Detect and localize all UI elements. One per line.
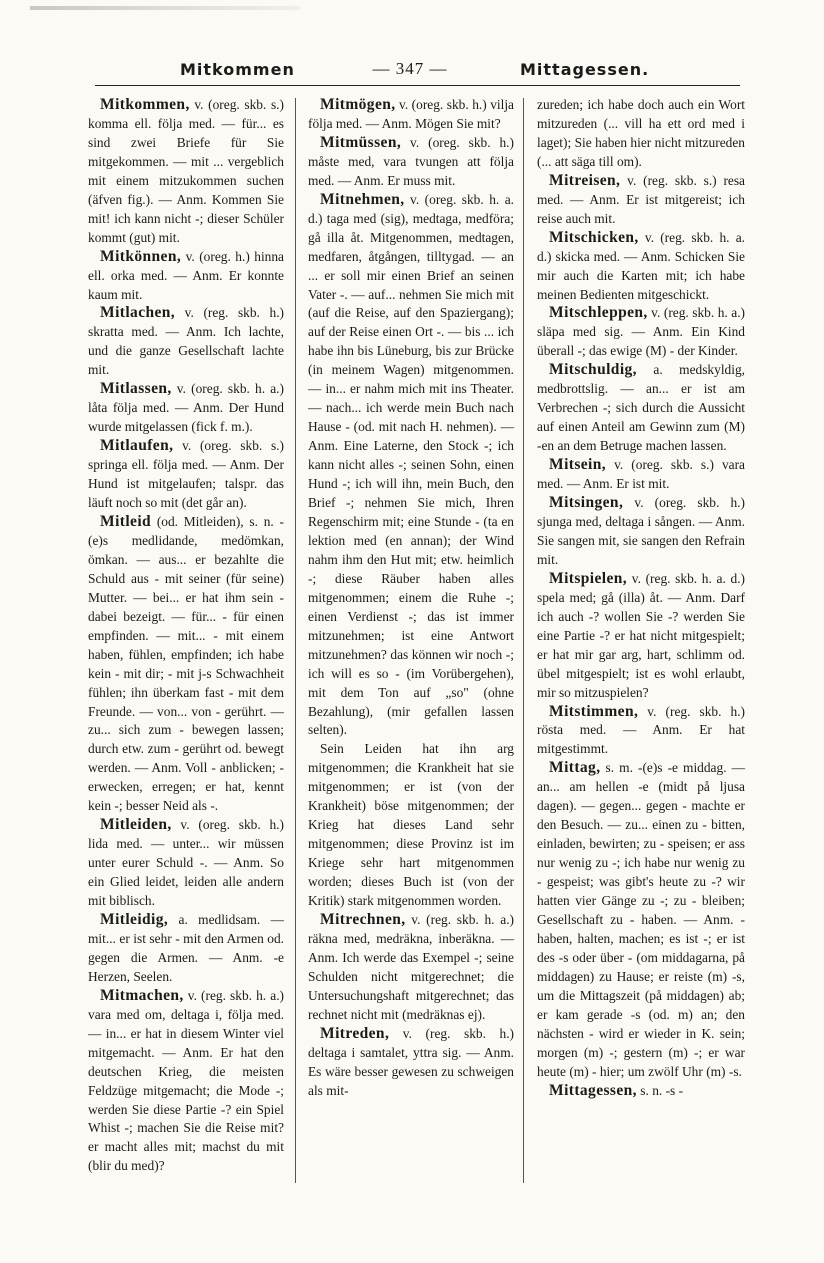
dictionary-entry	[537, 304, 745, 361]
entry-headword: Mitschleppen,	[549, 304, 648, 322]
dictionary-entry	[88, 380, 284, 437]
entry-body: v. (reg. skb. h.) deltaga i samtalet, yttra sig. — Anm. Es wäre besser gewesen zu schweigen als mit-	[308, 1025, 514, 1098]
dictionary-entry	[308, 191, 514, 741]
dictionary-entry	[308, 740, 514, 911]
entry-body: zureden; ich habe doch auch ein Wort mitzureden (... vill ha ett ord med i laget); Sie haben hier nicht mitzureden (... att säga till om).	[537, 97, 745, 169]
entry-headword: Mitleiden,	[100, 816, 172, 834]
entry-body: v. (reg. skb. s.) resa med. — Anm. Er ist mitgereist; ich reise auch mit.	[537, 172, 745, 226]
column-divider	[295, 98, 296, 1183]
entry-headword: Mitkommen,	[100, 96, 190, 113]
running-head-right: Mittagessen.	[520, 60, 650, 79]
column-2	[308, 96, 514, 1101]
entry-headword: Mitkönnen,	[100, 247, 182, 265]
scan-artifact	[30, 6, 300, 10]
entry-headword: Mitlachen,	[100, 304, 176, 322]
dictionary-entry	[308, 96, 514, 134]
entry-body: (od. Mitleiden), s. n. -(e)s medlidande, medömkan, ömkan. — aus... er bezahlte die Schuld aus - mit seiner (für seine) Mutter. — bei... er hat ihm sein - dabei bezeigt. — für... - für einen empfinden. — mit... - mit einem haben, fühlen, empfinden; ich habe kein - mit dir; - mit j-s Schwachheit fühlen; ihn überkam fast - mit dem Freunde. — von... von - gerührt. — zu... sich zum - bewegen lassen; durch etw. zum - gerührt od. bewegt werden. — Anm. Voll - anblicken; - erwecken, erregen; er hat, kennt kein -; besser Neid als -.	[88, 513, 284, 814]
entry-headword: Mitsingen,	[549, 494, 624, 512]
entry-body: a. medskyldig, medbrottslig. — an... er ist am Verbrechen -; sich durch die Aussicht auf einen Anteil am Gewinn zum (M) -en an dem Betruge machen lassen.	[537, 362, 745, 454]
entry-body: v. (oreg. skb. h. a.) låta följa med. — Anm. Der Hund wurde mitgelassen (fick f. m.).	[88, 381, 284, 435]
header-rule	[95, 85, 740, 86]
entry-headword: Mitleid	[100, 512, 152, 530]
dictionary-entry	[308, 134, 514, 191]
dictionary-entry	[88, 437, 284, 513]
entry-body: v. (reg. skb. h. a. d.) skicka med. — Anm. Schicken Sie mir auch die Karten mit; ich habe meinen Bedienten mitgeschickt.	[537, 229, 745, 302]
entry-body: v. (oreg. skb. s.) komma ell. följa med. — für... es sind zwei Briefe für Sie mitgekommen. — mit ... vergeblich mit einem mitzukommen suchen (äfven fig.). — Anm. Kommen Sie mit! ich kann nicht -; dieser Schüler kommt (gut) mit.	[88, 97, 284, 245]
entry-body: v. (oreg. h.) hinna ell. orka med. — Anm. Er konnte kaum mit.	[88, 248, 284, 302]
dictionary-entry	[537, 229, 745, 305]
dictionary-entry	[537, 361, 745, 456]
dictionary-entry	[537, 96, 745, 172]
entry-headword: Mitmögen,	[320, 96, 396, 113]
entry-headword: Mitrechnen,	[320, 910, 406, 928]
entry-body: v. (reg. skb. h. a.) räkna med, medräkna, inberäkna. — Anm. Ich werde das Exempel -; seine Schulden nicht mitgerechnet; die Untersuchungshaft mitgerechnet; das rechnet nicht mit (medräknas ej).	[308, 911, 514, 1022]
entry-body: v. (oreg. skb. h. a. d.) taga med (sig), medtaga, medföra; gå illa åt. Mitgenommen, medtagen, medfaren, åtgången, tilltygad. — an ... er soll mir einen Brief an seinen Vater -. — auf... nehmen Sie mich mit (auf die Reise, auf den Spaziergang); auf der Reise einen Ort -. — bis ... ich habe ihn bis Lüneburg, bis zur Brücke (in meinem Wagen) mitgenommen. — in... er nahm mich mit ins Theater. — nach... ich werde mein Buch nach Hause - (od. mit nach H. nehmen). — Anm. Eine Laterne, den Stock -; ich kann nicht alles -; seinen Sohn, einen Hund -; ich will ihn, mein Buch, den Brief -; nehmen Sie mich, Ihren Regenschirm mit; eine Stunde - (ta en lektion med (en annan); der Wind nahm ihm den Hut mit; etw. heimlich -; diese Räuber haben alles mitgenommen; einem die Ruhe -; einen Verdienst -; das ist immer mitzunehmen; ist eine Antwort mitzunehmen? das können wir noch -; ich will es so - (im Vorübergehen), mit dem Ton auf „so" (ohne Bezahlung), (mir gefallen lassen selten).	[308, 191, 514, 738]
entry-body: v. (oreg. skb. h.) vilja följa med. — Anm. Mögen Sie mit?	[308, 97, 514, 131]
page-number: — 347 —	[372, 59, 448, 78]
dictionary-entry	[537, 1082, 745, 1101]
dictionary-entry	[537, 456, 745, 494]
entry-body: v. (reg. skb. h.) rösta med. — Anm. Er hat mitgestimmt.	[537, 703, 745, 757]
entry-body: s. m. -(e)s -e middag. — an... am hellen -e (midt på ljusa dagen). — gegen... gegen - machte er den Besuch. — zu... einen zu - bitten, einladen, bewirten; zu - speisen; er ass nur wenig zu -; ich habe nur wenig zu - gespeist; was gibt's heute zu -? wir hatten vier Gänge zu -; zu - bleiben; Gesellschaft zu - haben. — Anm. - haben, halten, machen; es ist -; er ist des -s oder über - (om middagarna, på middagen) zu Hause; er reiste (m) -s, um die Mittagszeit (på middagen) ab; er kam gerade -s (od. m) an; den nächsten - wird er wieder in K. sein; morgen (m) -; gestern (m) -; er war heute (m) - hier; um zwölf Uhr (m) -s.	[537, 760, 745, 1079]
entry-headword: Mitsein,	[549, 456, 607, 474]
entry-headword: Mitmüssen,	[320, 133, 402, 151]
entry-headword: Mitspielen,	[549, 569, 628, 587]
dictionary-entry	[88, 513, 284, 816]
dictionary-entry	[537, 172, 745, 229]
entry-body: s. n. -s -	[636, 1082, 684, 1098]
entry-headword: Mitleidig,	[100, 910, 169, 928]
entry-headword: Mitschuldig,	[549, 361, 637, 379]
entry-headword: Mittagessen,	[549, 1081, 637, 1099]
entry-headword: Mitreisen,	[549, 171, 621, 189]
dictionary-entry	[88, 96, 284, 248]
column-1	[88, 96, 284, 1176]
entry-body: v. (oreg. skb. h.) lida med. — unter... wir müssen unter eurer Schuld -. — Anm. So ein Glied leidet, leiden alle andern mit biblisch.	[88, 817, 284, 909]
entry-body: a. medlidsam. — mit... er ist sehr - mit den Armen od. gegen die Armen. — Anm. -e Herzen, Seelen.	[88, 911, 284, 984]
dictionary-entry	[537, 703, 745, 760]
running-head-left: Mitkommen	[180, 60, 295, 79]
entry-headword: Mitschicken,	[549, 228, 639, 246]
column-3	[537, 96, 745, 1101]
dictionary-entry	[88, 816, 284, 911]
dictionary-entry	[537, 494, 745, 570]
entry-body: v. (oreg. skb. h.) måste med, vara tvungen att följa med. — Anm. Er muss mit.	[308, 134, 514, 188]
entry-headword: Mitmachen,	[100, 986, 184, 1004]
entry-headword: Mitlaufen,	[100, 437, 174, 455]
entry-headword: Mitstimmen,	[549, 702, 639, 720]
entry-body: v. (reg. skb. h.) skratta med. — Anm. Ich lachte, und die ganze Gesellschaft lachte mit.	[88, 305, 284, 378]
entry-body: v. (reg. skb. h. a.) släpa med sig. — Anm. Ein Kind überall -; das ewige (M) - der Kinder.	[537, 305, 745, 359]
entry-body: v. (oreg. skb. h.) sjunga med, deltaga i sången. — Anm. Sie sangen mit, sie sangen den Refrain mit.	[537, 495, 745, 567]
column-divider	[523, 98, 524, 1183]
entry-body: v. (oreg. skb. s.) vara med. — Anm. Er ist mit.	[537, 457, 745, 492]
entry-headword: Mitlassen,	[100, 380, 172, 398]
dictionary-entry	[88, 911, 284, 987]
dictionary-entry	[537, 759, 745, 1081]
dictionary-entry	[308, 1025, 514, 1101]
entry-headword: Mitreden,	[320, 1024, 390, 1042]
dictionary-entry	[88, 248, 284, 305]
dictionary-entry	[88, 987, 284, 1177]
entry-body: v. (reg. skb. h. a. d.) spela med; gå (illa) åt. — Anm. Darf ich auch -? wollen Sie -? werden Sie eine Partie -? er hat nicht mitgespielt; er hat mir gar arg, hart, schlimm od. übel mitgespielt; ist es wohl erlaubt, mir so mitzuspielen?	[537, 570, 745, 700]
entry-body: v. (reg. skb. h. a.) vara med om, deltaga i, följa med. — in... er hat in diesem Winter viel mitgemacht. — Anm. Er hat den deutschen Krieg, die meisten Feldzüge mitgemacht; die Mode -; werden Sie diese Partie -? ein Spiel Whist -; machen Sie die Reise mit? er macht alles mit; machst du mit (blir du med)?	[88, 987, 284, 1174]
dictionary-entry	[88, 304, 284, 380]
entry-body: Sein Leiden hat ihn arg mitgenommen; die Krankheit hat sie mitgenommen; er ist (von der Krankheit) böse mitgenommen; der Krieg hat dieses Land sehr mitgenommen; diese Provinz ist im Kriege sehr hart mitgenommen worden; dieses Buch ist (von der Kritik) stark mitgenommen worden.	[308, 741, 514, 909]
dictionary-entry	[308, 911, 514, 1025]
entry-headword: Mitnehmen,	[320, 190, 405, 208]
dictionary-entry	[537, 570, 745, 703]
entry-headword: Mittag,	[549, 759, 601, 777]
entry-body: v. (oreg. skb. s.) springa ell. följa med. — Anm. Der Hund ist mitgelaufen; talspr. das läuft noch so mit (det går an).	[88, 438, 284, 511]
